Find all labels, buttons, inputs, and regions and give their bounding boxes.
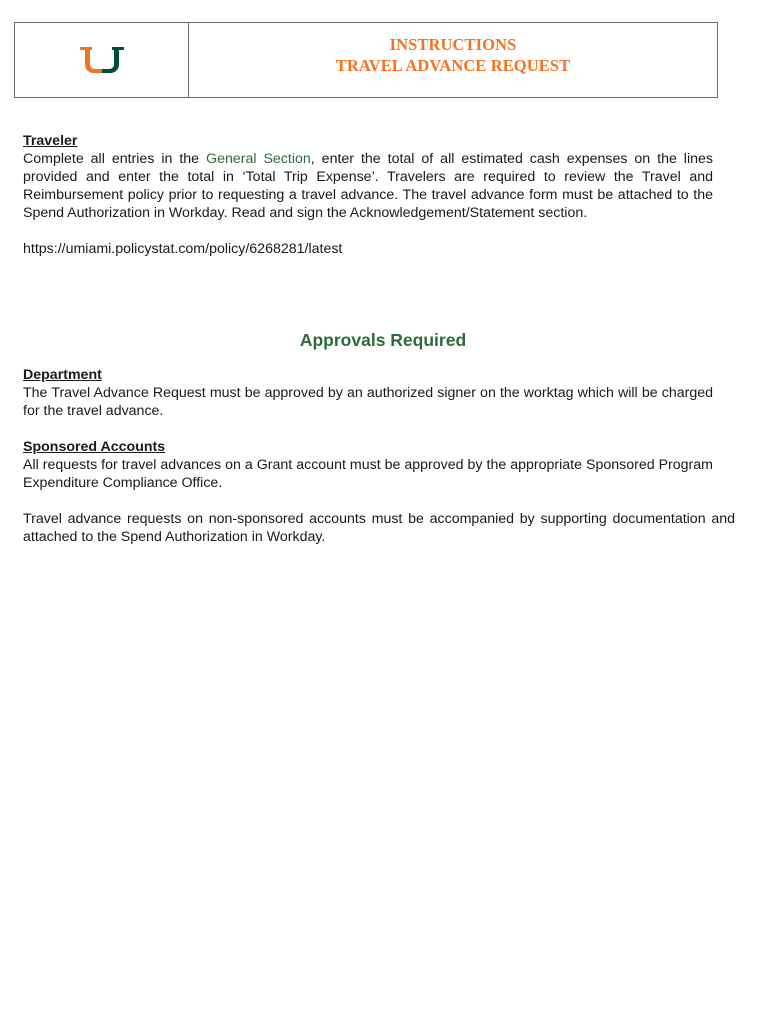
header-table — [14, 22, 718, 98]
sponsored-accounts-heading: Sponsored Accounts — [23, 439, 166, 455]
department-heading: Department — [23, 367, 102, 383]
traveler-paragraph — [23, 150, 713, 222]
traveler-text-after: , enter the total of all estimated cash expenses on the lines provided and enter the total in ‘Total Trip Expense’. Travelers are required to review the Travel and Reimbursement policy prior to requesting a travel advance. The travel advance form must be attached to the Spend Authorization in Workday. Read and sign the Acknowledgement/Statement section. — [23, 151, 713, 221]
non-sponsored-paragraph: Travel advance requests on non-sponsored accounts must be accompanied by supporting documentation and attached to the Spend Authorization in Workday. — [23, 511, 735, 545]
title-cell — [189, 23, 717, 97]
traveler-text-before: Complete all entries in the — [23, 151, 207, 167]
sponsored-accounts-paragraph: All requests for travel advances on a Grant account must be approved by the appropriate Sponsored Program Expenditure Compliance Office. — [23, 457, 713, 491]
department-paragraph: The Travel Advance Request must be approved by an authorized signer on the worktag which will be charged for the travel advance. — [23, 385, 713, 419]
approvals-title: Approvals Required — [299, 330, 467, 350]
instructions-body — [23, 132, 743, 546]
logo-cell — [15, 23, 189, 97]
university-u-logo-icon — [80, 47, 124, 73]
general-section-term: General Section — [206, 151, 311, 167]
document-title-line-2: TRAVEL ADVANCE REQUEST — [335, 56, 571, 75]
policy-link[interactable]: https://umiami.policystat.com/policy/6268281/latest — [23, 241, 343, 257]
traveler-heading: Traveler — [23, 133, 78, 149]
document-title-line-1: INSTRUCTIONS — [389, 35, 517, 54]
